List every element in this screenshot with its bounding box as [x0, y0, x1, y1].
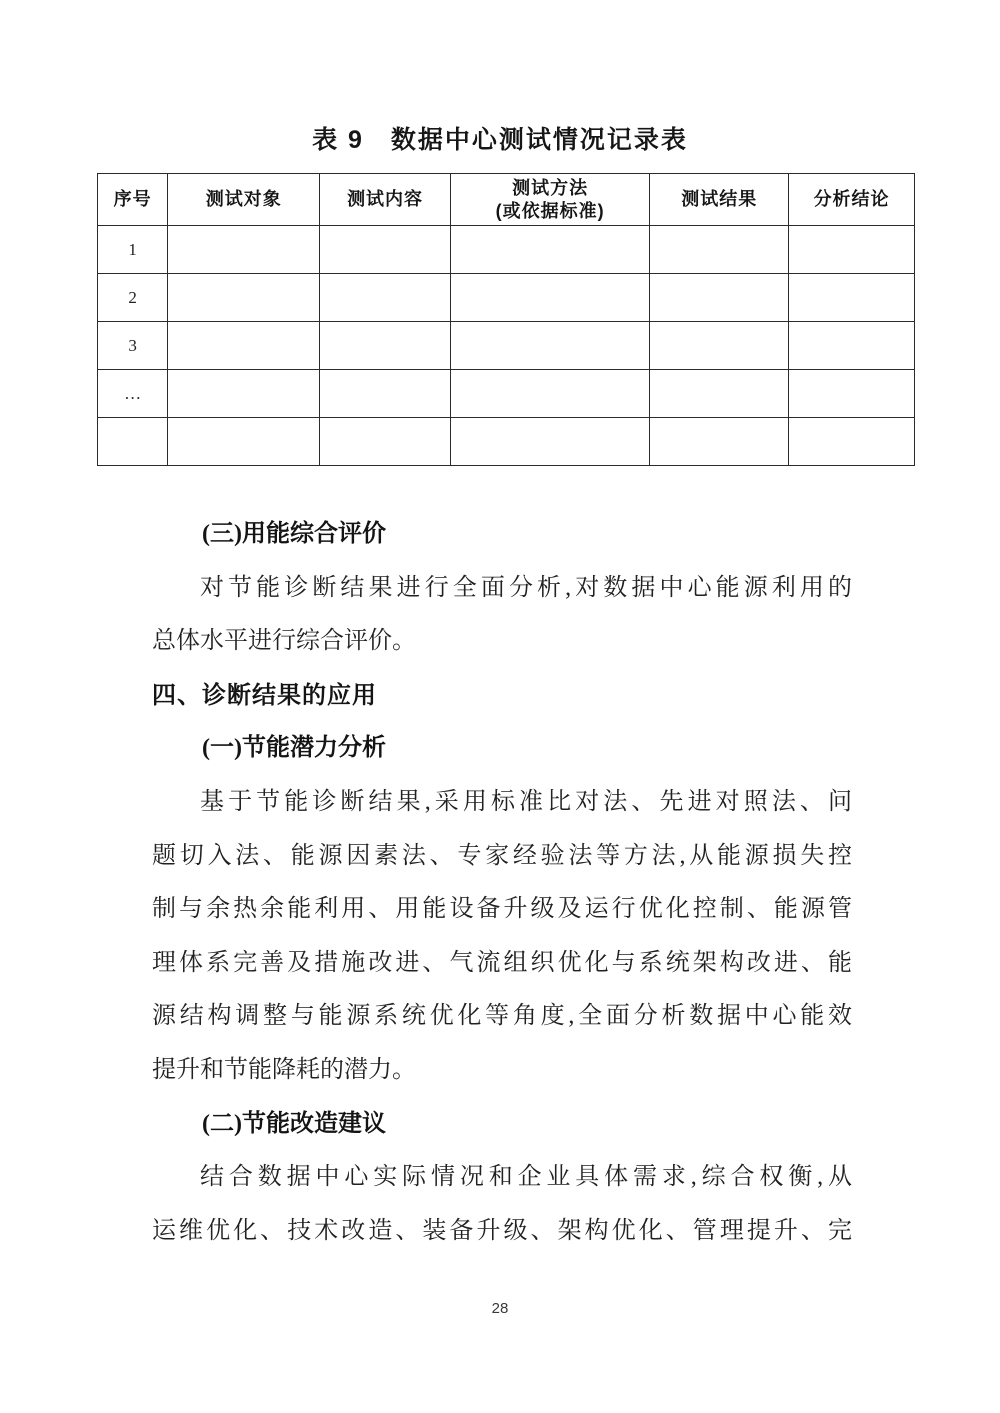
paragraph-line: 基于节能诊断结果,采用标准比对法、先进对照法、问 [200, 788, 852, 815]
empty-cell [789, 274, 915, 322]
col-header-test-content: 测试内容 [320, 174, 451, 226]
paragraph-line: 结合数据中心实际情况和企业具体需求,综合权衡,从 [200, 1164, 852, 1191]
paragraph-line: 题切入法、能源因素法、专家经验法等方法,从能源损失控 [152, 842, 852, 869]
col-header-test-result: 测试结果 [650, 174, 789, 226]
paragraph-line: 源结构调整与能源系统优化等角度,全面分析数据中心能效 [152, 1003, 852, 1030]
empty-cell [789, 322, 915, 370]
table-header-row [98, 174, 915, 226]
empty-cell [650, 370, 789, 418]
row-index-cell: … [98, 370, 168, 418]
table-row [98, 226, 915, 274]
col-header-test-method [450, 174, 649, 226]
col-header-test-method-line2: (或依据标准) [495, 200, 605, 221]
empty-cell [650, 322, 789, 370]
empty-cell [320, 418, 451, 466]
empty-cell [450, 418, 649, 466]
col-header-seq: 序号 [98, 174, 168, 226]
table-row [98, 322, 915, 370]
body-text [152, 508, 852, 1258]
empty-cell [650, 274, 789, 322]
empty-cell [789, 226, 915, 274]
table-title: 表 9 数据中心测试情况记录表 [312, 126, 688, 154]
empty-cell [320, 322, 451, 370]
empty-cell [168, 274, 320, 322]
paragraph-line: 制与余热余能利用、用能设备升级及运行优化控制、能源管 [152, 896, 852, 923]
empty-cell [450, 370, 649, 418]
row-index-cell: 1 [98, 226, 168, 274]
section-heading-3: (三)用能综合评价 [202, 521, 386, 547]
row-index-cell [98, 418, 168, 466]
empty-cell [320, 370, 451, 418]
table-row [98, 418, 915, 466]
table-row [98, 370, 915, 418]
empty-cell [168, 418, 320, 466]
empty-cell [450, 226, 649, 274]
chapter-heading-4: 四、诊断结果的应用 [152, 681, 377, 709]
empty-cell [168, 322, 320, 370]
empty-cell [168, 370, 320, 418]
row-index-cell: 2 [98, 274, 168, 322]
empty-cell [789, 370, 915, 418]
empty-cell [450, 322, 649, 370]
empty-cell [320, 226, 451, 274]
section-heading-4-2: (二)节能改造建议 [202, 1110, 386, 1137]
empty-cell [650, 418, 789, 466]
col-header-test-object: 测试对象 [168, 174, 320, 226]
section-heading-4-1: (一)节能潜力分析 [202, 735, 386, 762]
col-header-test-method-line1: 测试方法 [512, 177, 589, 198]
page-number: 28 [491, 1300, 509, 1317]
test-record-table [97, 173, 915, 466]
empty-cell [168, 226, 320, 274]
paragraph-line: 对节能诊断结果进行全面分析,对数据中心能源利用的 [200, 574, 852, 601]
paragraph-line: 总体水平进行综合评价。 [152, 628, 416, 655]
paragraph-line: 提升和节能降耗的潜力。 [152, 1056, 416, 1083]
col-header-analysis-conclusion: 分析结论 [789, 174, 915, 226]
empty-cell [650, 226, 789, 274]
paragraph-line: 运维优化、技术改造、装备升级、架构优化、管理提升、完 [152, 1217, 852, 1244]
empty-cell [450, 274, 649, 322]
row-index-cell: 3 [98, 322, 168, 370]
table-row [98, 274, 915, 322]
empty-cell [789, 418, 915, 466]
paragraph-line: 理体系完善及措施改进、气流组织优化与系统架构改进、能 [152, 949, 852, 976]
empty-cell [320, 274, 451, 322]
